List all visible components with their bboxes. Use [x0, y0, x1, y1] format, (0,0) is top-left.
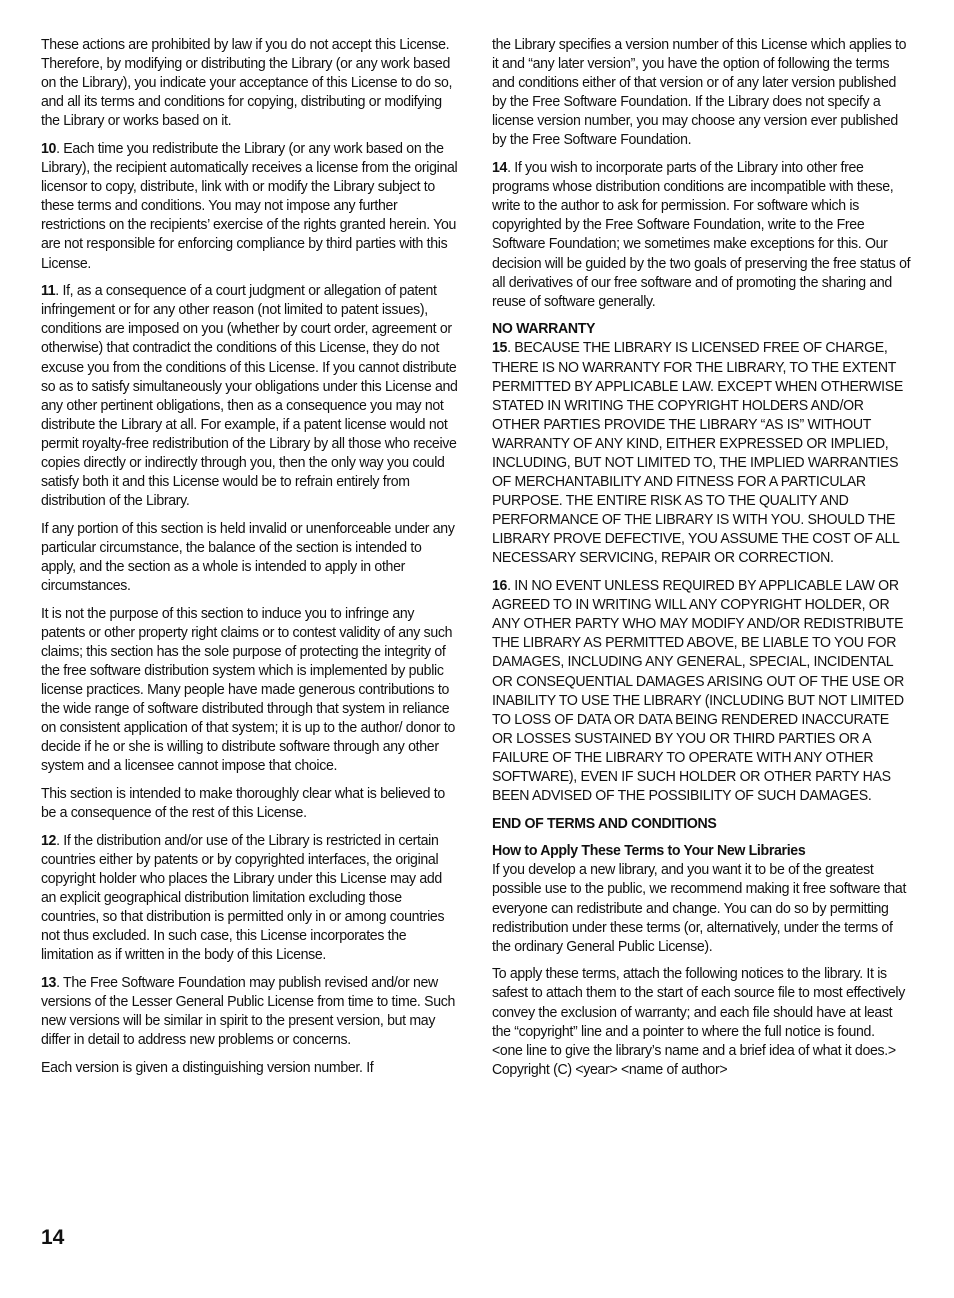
section-number: 11 [41, 282, 56, 300]
paragraph-text: . If, as a consequence of a court judgment or allegation of patent infringement or for any other reason (not limited to patent issues), conditions are imposed on you (whether by court order, agreement or otherwise) that contradict the conditions of this License, they do not excuse you from the conditions of this License. If you cannot distribute so as to satisfy simultaneously your obligations under this License and any other pertinent obligations, then as a consequence you may not distribute the Library at all. For example, if a patent license would not permit royalty-free redistribution of the Library by all those who receive copies directly or indirectly through you, then the only way you could satisfy both it and this License would be to refrain entirely from distribution of the Library. [41, 282, 458, 510]
paragraph-11 [41, 281, 460, 510]
no-warranty-heading: NO WARRANTY [492, 320, 596, 338]
paragraph-invalid-portion [41, 519, 460, 595]
paragraph-apply-terms [492, 964, 912, 1040]
paragraph-text: . IN NO EVENT UNLESS REQUIRED BY APPLICABLE LAW OR AGREED TO IN WRITING WILL ANY COPYRIGHT HOLDER, OR ANY OTHER PARTY WHO MAY MODIFY AND/OR REDISTRIBUTE THE LIBRARY AS PERMITTED ABOVE, BE LIABLE TO YOU FOR DAMAGES, INCLUDING ANY GENERAL, SPECIAL, INCIDENTAL OR CONSEQUENTIAL DAMAGES ARISING OUT OF THE USE OR INABILITY TO USE THE LIBRARY (INCLUDING BUT NOT LIMITED TO LOSS OF DATA OR DATA BEING RENDERED INACCURATE OR LOSSES SUSTAINED BY YOU OR THIRD PARTIES OR A FAILURE OF THE LIBRARY TO OPERATE WITH ANY OTHER SOFTWARE), EVEN IF SUCH HOLDER OR OTHER PARTY HAS BEEN ADVISED OF THE POSSIBILITY OF SUCH DAMAGES. [492, 577, 904, 805]
paragraph-how-to-apply [492, 841, 912, 956]
section-number: 14 [492, 159, 508, 177]
section-number: 10 [41, 139, 57, 157]
paragraph-10 [41, 139, 460, 273]
paragraph-text: These actions are prohibited by law if you do not accept this License. Therefore, by modifying or distributing the Library (or any work based on the Library), you indicate your acceptance of this License to do so, and all its terms and conditions for copying, distributing or modifying the Library or works based on it. [41, 36, 453, 130]
right-column [492, 35, 912, 1079]
paragraph-intro [41, 35, 460, 130]
paragraph-15 [492, 319, 912, 567]
paragraph-12 [41, 831, 460, 965]
section-number: 13 [41, 973, 57, 991]
paragraph-text: . The Free Software Foundation may publish revised and/or new versions of the Lesser General Public License from time to time. Such new versions will be similar in spirit to the present version, but may differ in detail to address new problems or concerns. [41, 973, 456, 1049]
paragraph-text: It is not the purpose of this section to induce you to infringe any patents or other property right claims or to contest validity of any such claims; this section has the sole purpose of protecting the integrity of the free software distribution system which is implemented by public license practices. Many people have made generous contributions to the wide range of software distributed through that system in reliance on consistent application of that system; it is up to the author/ donor to decide if he or she is willing to distribute software through any other system and a licensee cannot impose that choice. [41, 604, 456, 775]
notice-line-copyright: Copyright (C) <year> <name of author> [492, 1060, 728, 1078]
paragraph-text: . Each time you redistribute the Library (or any work based on the Library), the recipient automatically receives a license from the original licensor to copy, distribute, link with or modify the Library subject to these terms and conditions. You may not impose any further restrictions on the recipients’ exercise of the rights granted herein. You are not responsible for enforcing compliance by third parties with this License. [41, 139, 458, 272]
paragraph-version [41, 1058, 460, 1077]
paragraph-text: If any portion of this section is held invalid or unenforceable under any particular circumstance, the balance of the section is intended to apply, and the section as a whole is intended to apply in other circumstances. [41, 519, 455, 595]
paragraph-version-continued [492, 35, 912, 150]
section-number: 16 [492, 577, 508, 595]
page-number: 14 [41, 1226, 65, 1249]
end-of-terms-heading: END OF TERMS AND CONDITIONS [492, 814, 717, 832]
paragraph-text: . If you wish to incorporate parts of the Library into other free programs whose distribution conditions are incompatible with these, write to the author to ask for permission. For software which is copyrighted by the Free Software Foundation, write to the Free Software Foundation; we sometimes make exceptions for this. Our decision will be guided by the two goals of preserving the free status of all derivatives of our free software and of promoting the sharing and reuse of software generally. [492, 159, 911, 310]
paragraph-14 [492, 158, 912, 311]
how-to-apply-heading: How to Apply These Terms to Your New Libraries [492, 842, 806, 860]
paragraph-clarify [41, 784, 460, 822]
paragraph-text: the Library specifies a version number of this License which applies to it and “any later version”, you have the option of following the terms and conditions either of that version or of any later version published by the Free Software Foundation. If the Library does not specify a license version number, you may choose any version ever published by the Free Software Foundation. [492, 36, 907, 149]
left-column [41, 35, 460, 1085]
paragraph-text: Each version is given a distinguishing version number. If [41, 1058, 374, 1076]
paragraph-text: . If the distribution and/or use of the Library is restricted in certain countries either by patents or by copyrighted interfaces, the original copyright holder who places the Library under this License may add an explicit geographical distribution limitation excluding those countries, so that distribution is permitted only in or among countries not thus excluded. In such case, this License incorporates the limitation as if written in the body of this License. [41, 831, 445, 964]
section-number: 15 [492, 339, 508, 357]
section-number: 12 [41, 831, 57, 849]
paragraph-text: If you develop a new library, and you want it to be of the greatest possible use to the public, we recommend making it free software that everyone can redistribute and change. You can do so by permitting redistribution under these terms (or, alternatively, under the terms of the ordinary General Public License). [492, 861, 907, 955]
paragraph-purpose [41, 604, 460, 776]
end-of-terms [492, 814, 912, 833]
notice-line-library-name: <one line to give the library’s name and a brief idea of what it does.> [492, 1041, 896, 1059]
paragraph-text: To apply these terms, attach the following notices to the library. It is safest to attach them to the start of each source file to most effectively convey the exclusion of warranty; and each file should have at least the “copyright” line and a pointer to where the full notice is found. [492, 965, 905, 1040]
paragraph-text: This section is intended to make thoroughly clear what is believed to be a consequence of the rest of this License. [41, 784, 445, 822]
paragraph-13 [41, 973, 460, 1049]
paragraph-text: . BECAUSE THE LIBRARY IS LICENSED FREE OF CHARGE, THERE IS NO WARRANTY FOR THE LIBRARY, TO THE EXTENT PERMITTED BY APPLICABLE LAW. EXCEPT WHEN OTHERWISE STATED IN WRITING THE COPYRIGHT HOLDERS AND/OR OTHER PARTIES PROVIDE THE LIBRARY “AS IS” WITHOUT WARRANTY OF ANY KIND, EITHER EXPRESSED OR IMPLIED, INCLUDING, BUT NOT LIMITED TO, THE IMPLIED WARRANTIES OF MERCHANTABILITY AND FITNESS FOR A PARTICULAR PURPOSE. THE ENTIRE RISK AS TO THE QUALITY AND PERFORMANCE OF THE LIBRARY IS WITH YOU. SHOULD THE LIBRARY PROVE DEFECTIVE, YOU ASSUME THE COST OF ALL NECESSARY SERVICING, REPAIR OR CORRECTION. [492, 339, 903, 567]
paragraph-16 [492, 576, 912, 805]
